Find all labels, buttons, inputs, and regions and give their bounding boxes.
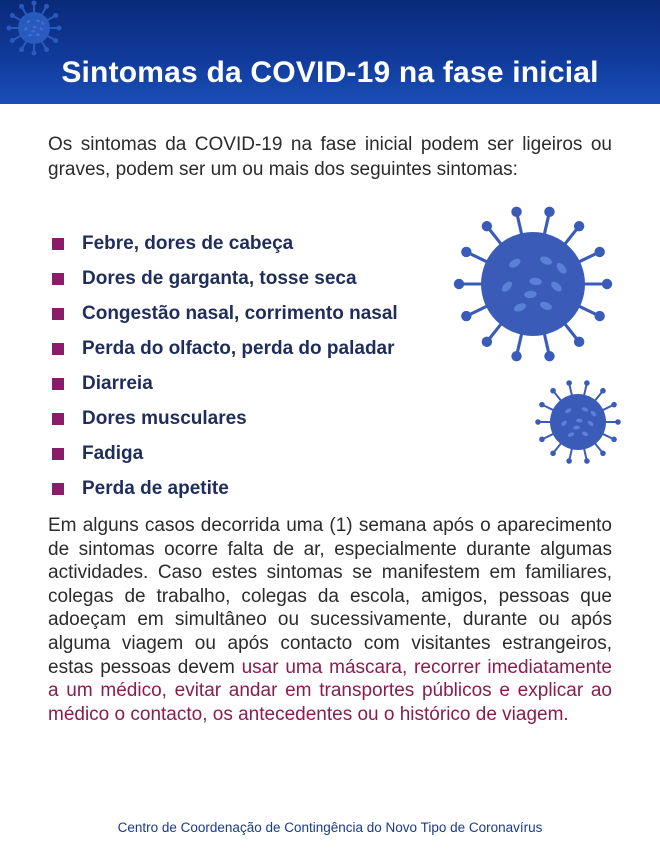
- bullet-icon: [52, 483, 64, 495]
- list-item: Dores musculares: [52, 401, 452, 436]
- bullet-icon: [52, 448, 64, 460]
- list-item: Febre, dores de cabeça: [52, 226, 452, 261]
- symptom-list: [52, 226, 452, 506]
- virus-icon: [448, 194, 618, 364]
- highlight-text: usar uma máscara, recorrer imediatamente a um médico, evitar andar em transportes públicos e explicar ao médico o contacto, os antecedentes ou o histórico de viagem.: [48, 656, 612, 725]
- list-item: Congestão nasal, corrimento nasal: [52, 296, 452, 331]
- bullet-icon: [52, 308, 64, 320]
- intro-paragraph: Os sintomas da COVID-19 na fase inicial podem ser ligeiros ou graves, podem ser um ou mais dos seguintes sintomas:: [48, 134, 612, 180]
- page-title: Sintomas da COVID-19 na fase inicial: [61, 56, 599, 89]
- bullet-icon: [52, 378, 64, 390]
- footer-credit: Centro de Coordenação de Contingência do Novo Tipo de Coronavírus: [117, 820, 543, 835]
- bullet-icon: [52, 238, 64, 250]
- body-paragraph: Em alguns casos decorrida uma (1) semana após o aparecimento de sintomas ocorre falta de ar, especialmente durante algumas actividades. Caso estes sintomas se manifestem em familiares, colegas de trabalho, colegas da escola, amigos, pessoas que adoeçam em simultâneo ou sucessivamente, durante ou após alguma viagem ou após contacto com visitantes estrangeiros, estas pessoas devem usar uma máscara, recorrer imediatamente a um médico, evitar andar em transportes públicos e explicar ao médico o contacto, os antecedentes ou o histórico de viagem.: [48, 515, 612, 725]
- bullet-icon: [52, 343, 64, 355]
- bullet-icon: [52, 413, 64, 425]
- list-item: Diarreia: [52, 366, 452, 401]
- list-item: Dores de garganta, tosse seca: [52, 261, 452, 296]
- list-item: Perda do olfacto, perda do paladar: [52, 331, 452, 366]
- list-item: Perda de apetite: [52, 471, 452, 506]
- virus-icon: [528, 378, 628, 468]
- list-item: Fadiga: [52, 436, 452, 471]
- bullet-icon: [52, 273, 64, 285]
- header-banner: [0, 0, 660, 104]
